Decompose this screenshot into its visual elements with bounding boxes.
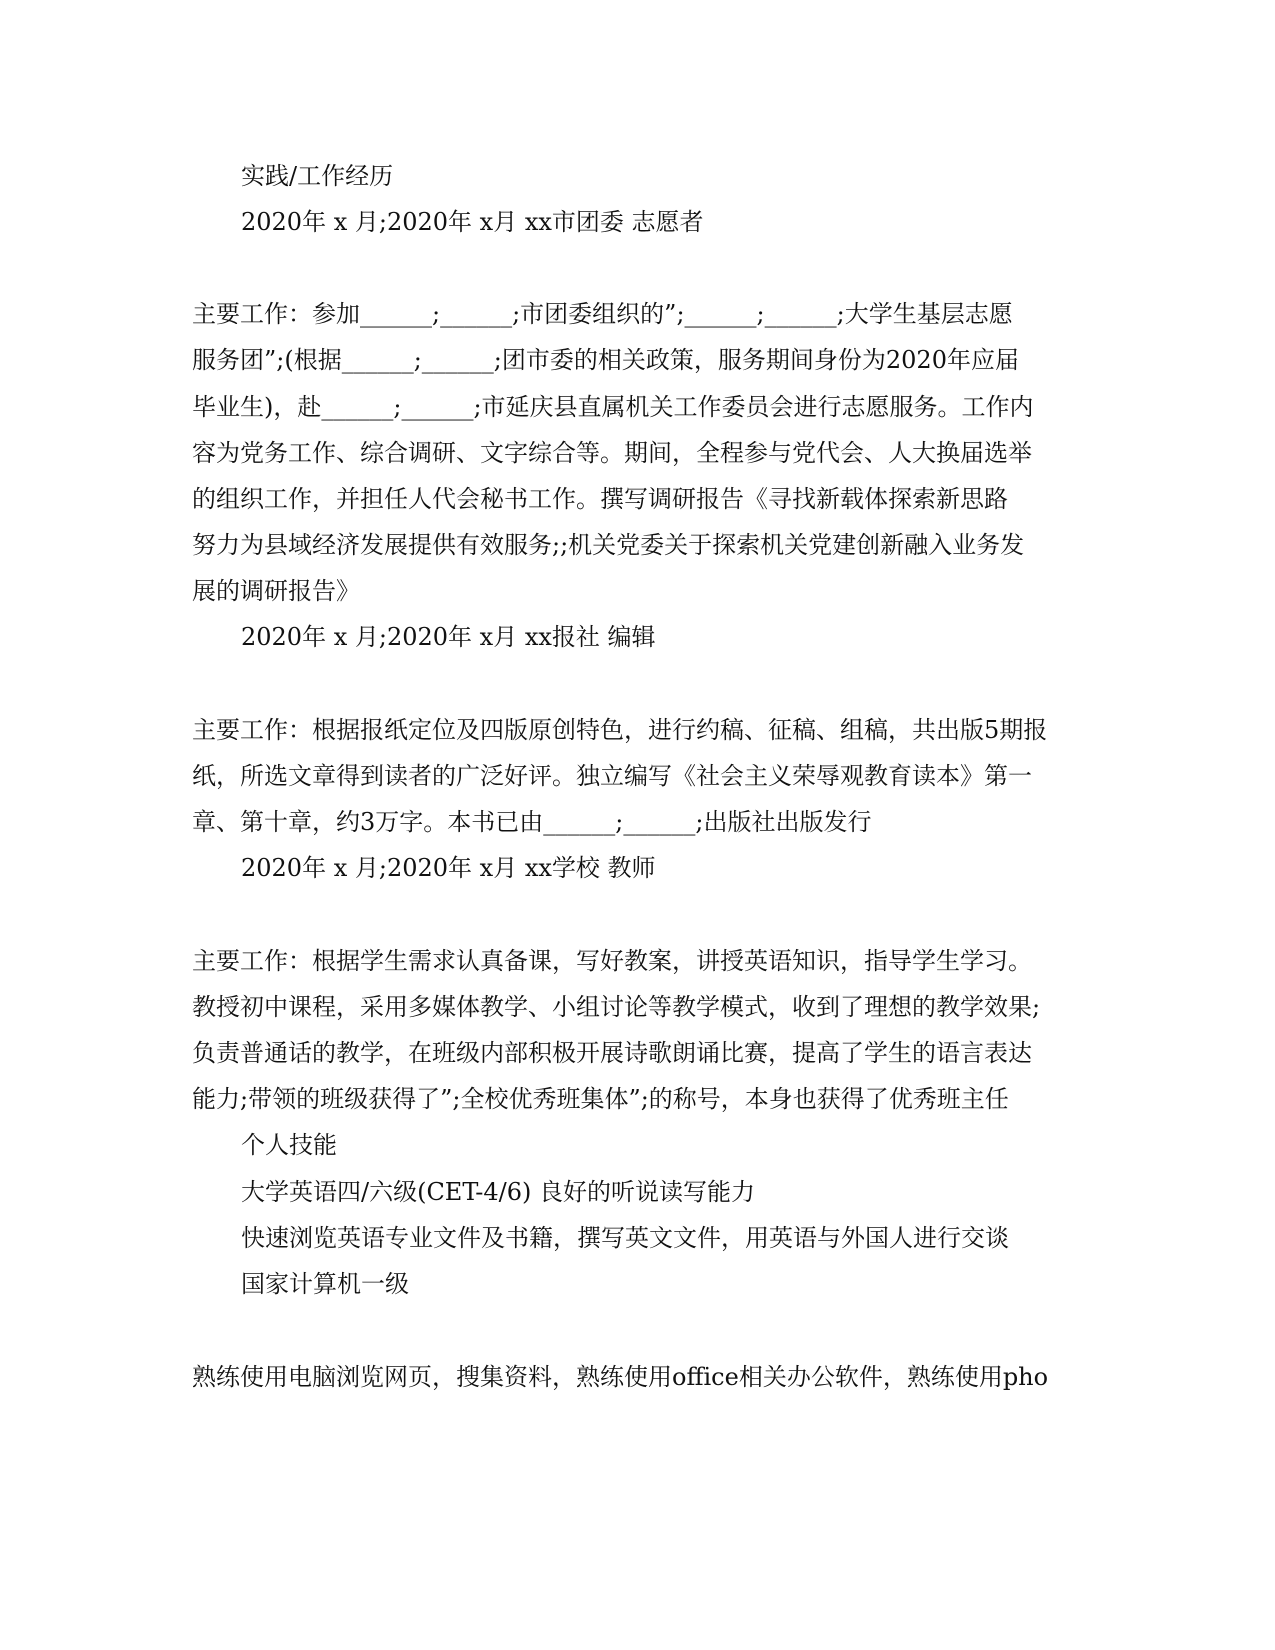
section-heading-experience: 实践/工作经历 (241, 162, 394, 190)
paragraph-line: 教授初中课程，采用多媒体教学、小组讨论等教学模式，收到了理想的教学效果; (192, 993, 1041, 1021)
paragraph-line: 毕业生)，赴______;______;市延庆县直属机关工作委员会进行志愿服务。工作内 (192, 393, 1034, 421)
paragraph-line: 主要工作：根据报纸定位及四版原创特色，进行约稿、征稿、组稿，共出版5期报 (192, 716, 1048, 744)
paragraph-line: 主要工作：根据学生需求认真备课，写好教案，讲授英语知识，指导学生学习。 (192, 947, 1032, 975)
paragraph-line: 容为党务工作、综合调研、文字综合等。期间，全程参与党代会、人大换届选举 (192, 439, 1032, 467)
job-entry-volunteer: 2020年 x 月;2020年 x月 xx市团委 志愿者 (241, 208, 704, 236)
skill-item-english-level: 大学英语四/六级(CET-4/6) 良好的听说读写能力 (241, 1178, 755, 1206)
paragraph-line: 努力为县域经济发展提供有效服务;;机关党委关于探索机关党建创新融入业务发 (192, 531, 1025, 559)
job-entry-teacher: 2020年 x 月;2020年 x月 xx学校 教师 (241, 854, 656, 882)
skill-item-english-usage: 快速浏览英语专业文件及书籍，撰写英文文件，用英语与外国人进行交谈 (241, 1224, 1009, 1252)
paragraph-line: 主要工作：参加______;______;市团委组织的”;______;______;大学生基层志愿 (192, 300, 1013, 328)
paragraph-line: 熟练使用电脑浏览网页，搜集资料，熟练使用office相关办公软件，熟练使用pho (192, 1363, 1049, 1391)
section-heading-skills: 个人技能 (241, 1131, 337, 1159)
paragraph-line: 纸，所选文章得到读者的广泛好评。独立编写《社会主义荣辱观教育读本》第一 (192, 762, 1032, 790)
paragraph-line: 能力;带领的班级获得了”;全校优秀班集体”;的称号，本身也获得了优秀班主任 (192, 1085, 1009, 1113)
paragraph-line: 的组织工作，并担任人代会秘书工作。撰写调研报告《寻找新载体探索新思路 (192, 485, 1008, 513)
skill-item-computer-level: 国家计算机一级 (241, 1270, 409, 1298)
paragraph-line: 负责普通话的教学，在班级内部积极开展诗歌朗诵比赛，提高了学生的语言表达 (192, 1039, 1032, 1067)
paragraph-line: 展的调研报告》 (192, 577, 360, 605)
job-entry-editor: 2020年 x 月;2020年 x月 xx报社 编辑 (241, 623, 656, 651)
paragraph-line: 章、第十章，约3万字。本书已由______;______;出版社出版发行 (192, 808, 872, 836)
paragraph-line: 服务团”;(根据______;______;团市委的相关政策，服务期间身份为2020年应届 (192, 346, 1019, 374)
